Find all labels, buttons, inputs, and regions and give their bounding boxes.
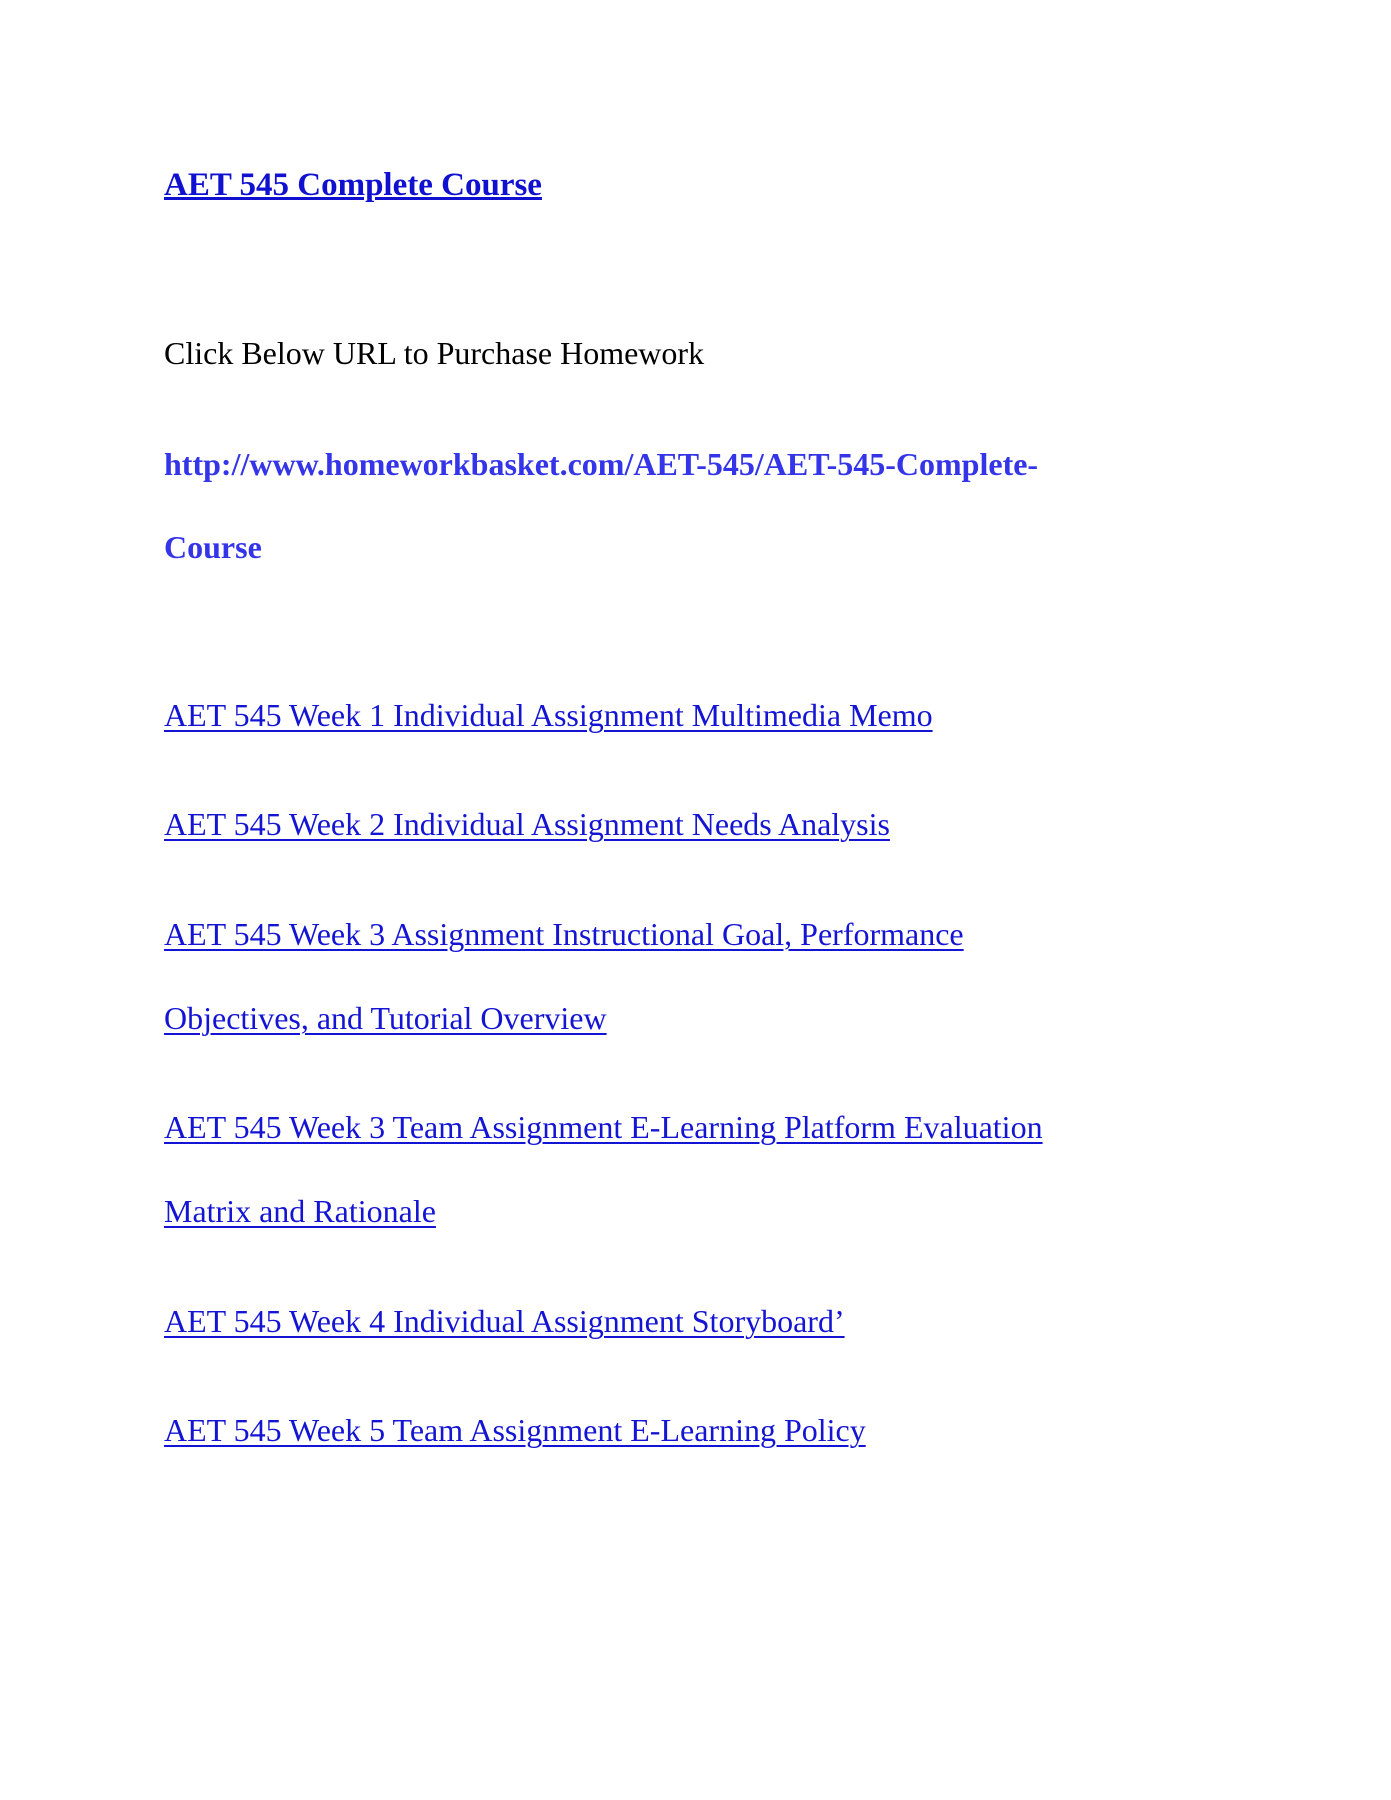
week3-instructional-goal-link-line-1[interactable]: AET 545 Week 3 Assignment Instructional Goal, Performance [164,916,964,952]
course-title-link[interactable]: AET 545 Complete Course [164,167,542,203]
week2-needs-analysis-link[interactable]: AET 545 Week 2 Individual Assignment Needs Analysis [164,806,890,842]
purchase-url-link-line-2[interactable]: Course [164,529,262,565]
purchase-url-link-line-1[interactable]: http://www.homeworkbasket.com/AET-545/AET-545-Complete- [164,446,1039,482]
week3-instructional-goal-link-line-2[interactable]: Objectives, and Tutorial Overview [164,1000,607,1036]
week3-platform-evaluation-link-line-1[interactable]: AET 545 Week 3 Team Assignment E-Learning Platform Evaluation [164,1109,1043,1145]
instruction-text: Click Below URL to Purchase Homework [164,335,705,371]
week5-policy-link[interactable]: AET 545 Week 5 Team Assignment E-Learning Policy [164,1412,866,1448]
week4-storyboard-link[interactable]: AET 545 Week 4 Individual Assignment Storyboard’ [164,1303,845,1339]
week3-platform-evaluation-link-line-2[interactable]: Matrix and Rationale [164,1193,436,1229]
week1-memo-link[interactable]: AET 545 Week 1 Individual Assignment Multimedia Memo [164,697,933,733]
